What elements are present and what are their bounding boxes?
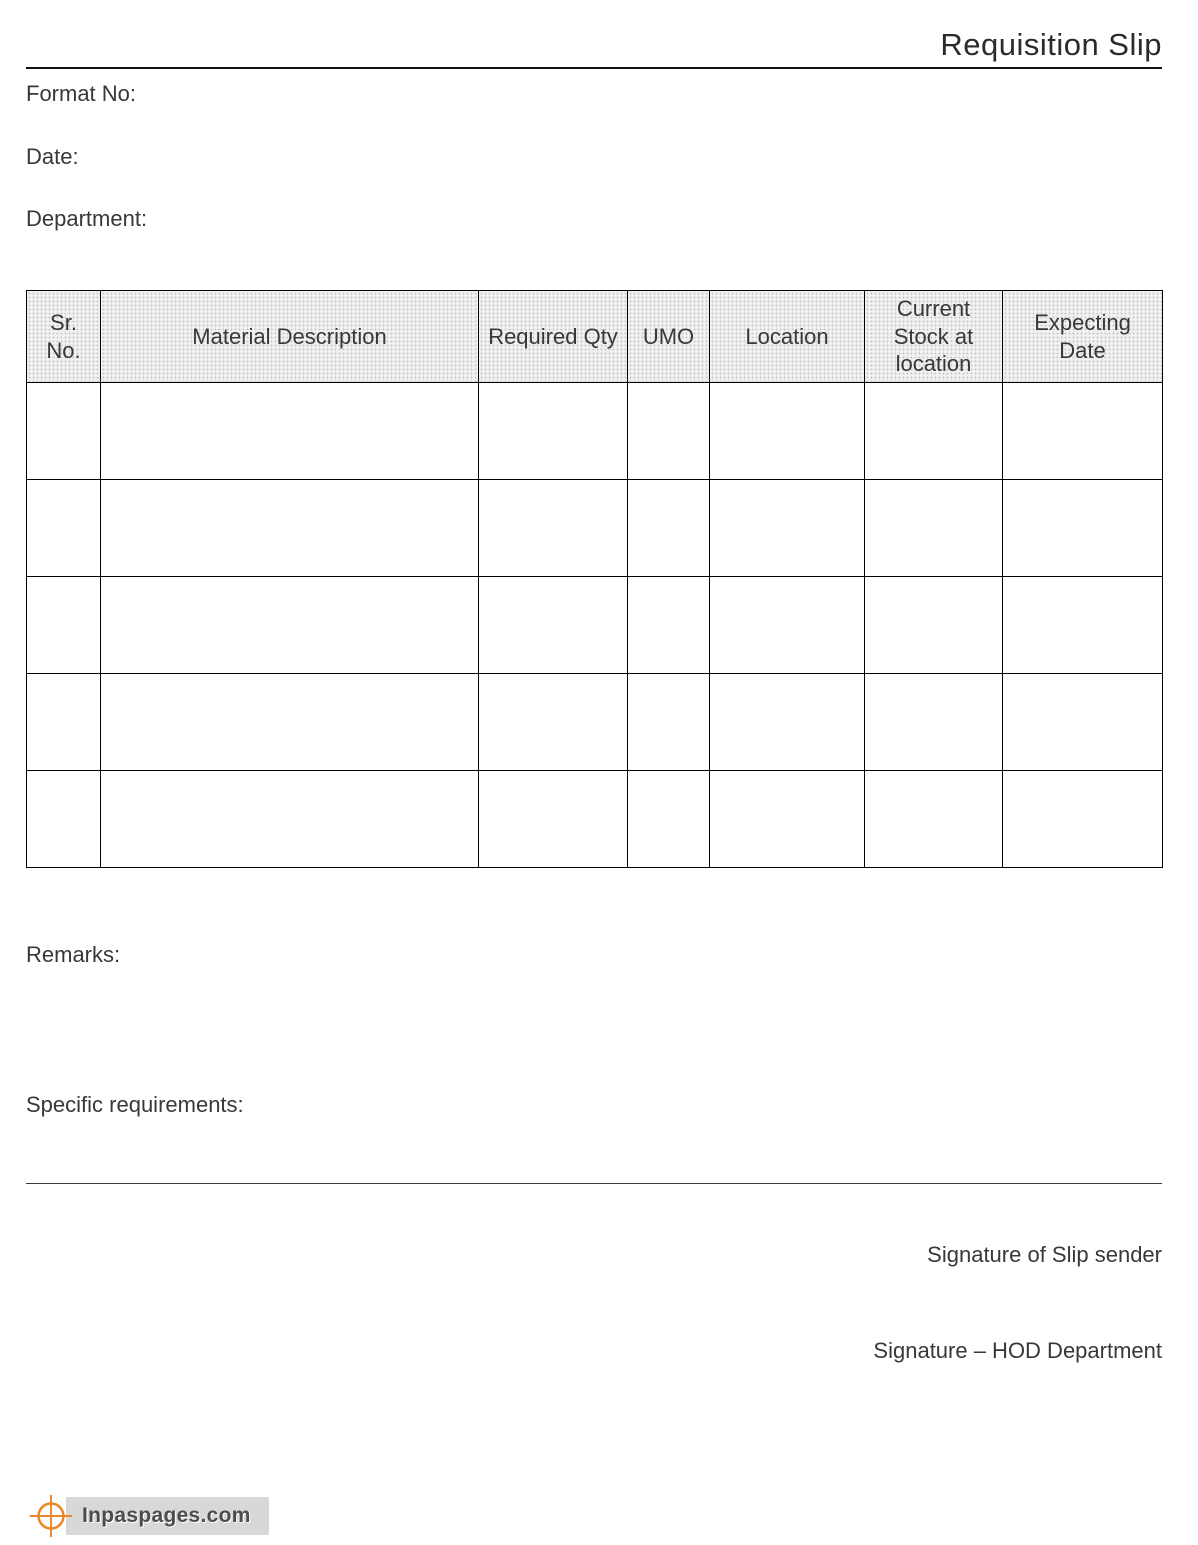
col-header-location: Location — [710, 291, 865, 383]
table-cell-empty — [710, 479, 865, 576]
field-label-remarks: Remarks: — [26, 941, 121, 967]
table-cell-empty — [101, 673, 479, 770]
table-cell-empty — [27, 576, 101, 673]
table-header-row — [27, 291, 1163, 383]
requisition-table — [26, 290, 1163, 868]
table-cell-empty — [628, 382, 710, 479]
table-cell-empty — [27, 770, 101, 867]
footer-brand-text: Inpaspages.com — [66, 1497, 269, 1535]
table-body — [27, 382, 1163, 867]
table-cell-empty — [27, 673, 101, 770]
table-row — [27, 382, 1163, 479]
table-cell-empty — [628, 479, 710, 576]
table-cell-empty — [865, 576, 1003, 673]
table-cell-empty — [479, 673, 628, 770]
table-cell-empty — [1003, 479, 1163, 576]
table-row — [27, 770, 1163, 867]
crosshair-target-icon — [28, 1493, 74, 1539]
table-row — [27, 479, 1163, 576]
table-cell-empty — [628, 576, 710, 673]
table-cell-empty — [479, 770, 628, 867]
col-header-material-description: Material Description — [101, 291, 479, 383]
table-cell-empty — [628, 770, 710, 867]
table-row — [27, 673, 1163, 770]
table-cell-empty — [101, 770, 479, 867]
table-cell-empty — [1003, 770, 1163, 867]
col-header-umo: UMO — [628, 291, 710, 383]
table-row — [27, 576, 1163, 673]
field-label-date: Date: — [26, 143, 79, 169]
table-cell-empty — [101, 479, 479, 576]
col-header-expecting-date: Expecting Date — [1003, 291, 1163, 383]
table-cell-empty — [101, 382, 479, 479]
signature-hod-label: Signature – HOD Department — [873, 1338, 1162, 1364]
table-cell-empty — [27, 382, 101, 479]
field-label-specific-requirements: Specific requirements: — [26, 1092, 244, 1118]
table-cell-empty — [710, 382, 865, 479]
table-cell-empty — [865, 382, 1003, 479]
table-cell-empty — [1003, 382, 1163, 479]
table-cell-empty — [710, 770, 865, 867]
table-cell-empty — [710, 673, 865, 770]
table-cell-empty — [1003, 576, 1163, 673]
title-divider — [26, 67, 1162, 69]
table-cell-empty — [710, 576, 865, 673]
col-header-current-stock: Current Stock at location — [865, 291, 1003, 383]
table-cell-empty — [101, 576, 479, 673]
col-header-required-qty: Required Qty — [479, 291, 628, 383]
col-header-sr-no: Sr. No. — [27, 291, 101, 383]
table-cell-empty — [1003, 673, 1163, 770]
table-cell-empty — [479, 382, 628, 479]
table-cell-empty — [628, 673, 710, 770]
table-cell-empty — [865, 479, 1003, 576]
footer-brand — [28, 1493, 269, 1539]
page-title: Requisition Slip — [940, 27, 1162, 62]
field-label-format-no: Format No: — [26, 81, 137, 107]
signature-divider — [26, 1183, 1162, 1184]
table-cell-empty — [479, 576, 628, 673]
table-cell-empty — [865, 673, 1003, 770]
field-label-department: Department: — [26, 205, 148, 231]
table-cell-empty — [27, 479, 101, 576]
signature-slip-sender-label: Signature of Slip sender — [927, 1241, 1162, 1267]
table-cell-empty — [865, 770, 1003, 867]
table-cell-empty — [479, 479, 628, 576]
